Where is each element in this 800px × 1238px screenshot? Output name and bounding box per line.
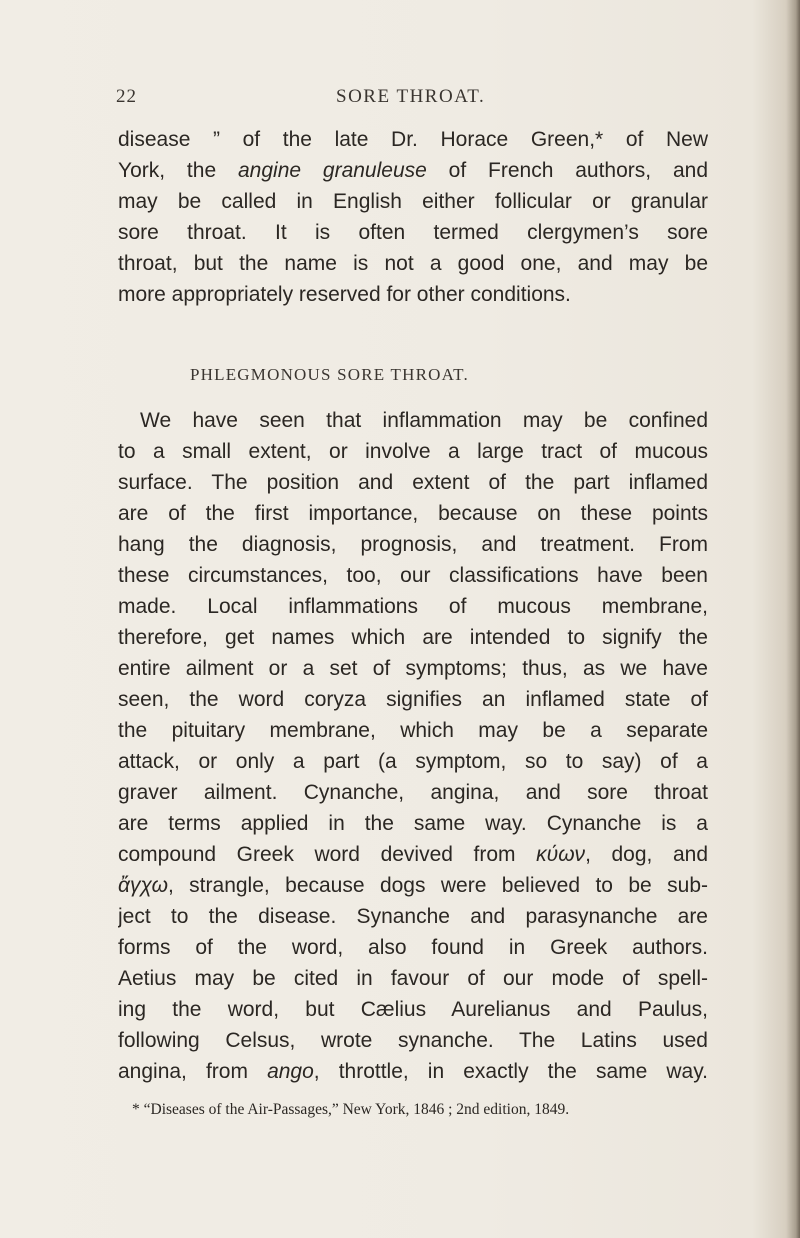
text-line: made. Local inflammations of mucous membrane, (118, 595, 708, 618)
text-line: these circumstances, too, our classifications have been (118, 564, 708, 587)
text-line: to a small extent, or involve a large tract of mucous (118, 440, 708, 463)
text-line: following Celsus, wrote synanche. The Latins used (118, 1029, 708, 1052)
text-fragment: York, the (118, 159, 238, 182)
text-fragment: compound Greek word devived from (118, 843, 537, 866)
paragraph-2 (118, 405, 708, 1087)
text-line: are terms applied in the same way. Cynanche is a (118, 812, 708, 835)
italic-term: angine granuleuse (237, 159, 427, 182)
page-edge-shadow (786, 0, 800, 1238)
text-line: hang the diagnosis, prognosis, and treatment. From (118, 533, 708, 556)
text-line (118, 155, 708, 186)
text-line: seen, the word coryza signifies an inflamed state of (118, 688, 708, 711)
text-line: graver ailment. Cynanche, angina, and sore throat (118, 781, 708, 804)
section-heading: PHLEGMONOUS SORE THROAT. (190, 365, 469, 384)
text-line: sore throat. It is often termed clergymen’s sore (118, 221, 708, 244)
greek-word: κύων (536, 843, 586, 866)
text-line: ing the word, but Cælius Aurelianus and Paulus, (118, 998, 708, 1021)
greek-word: ἄγχω (118, 874, 168, 897)
text-fragment: of French authors, and (426, 159, 708, 182)
paragraph-1 (118, 124, 708, 310)
text-fragment: angina, from (118, 1060, 268, 1083)
text-line: Aetius may be cited in favour of our mode of spell- (118, 967, 708, 990)
text-fragment: , dog, and (585, 843, 708, 866)
text-line: forms of the word, also found in Greek authors. (118, 936, 708, 959)
text-line: more appropriately reserved for other conditions. (118, 283, 571, 306)
running-title: SORE THROAT. (336, 86, 486, 107)
text-line: are of the first importance, because on these points (118, 502, 708, 525)
text-line: ject to the disease. Synanche and parasynanche are (118, 905, 708, 928)
text-line: the pituitary membrane, which may be a separate (118, 719, 708, 742)
text-fragment: , throttle, in exactly the same way. (313, 1060, 708, 1083)
text-line (118, 870, 708, 901)
text-line: may be called in English either follicular or granular (118, 190, 708, 213)
footnote: * “Diseases of the Air-Passages,” New York, 1846 ; 2nd edition, 1849. (132, 1101, 570, 1118)
text-line: We have seen that inflammation may be confined (140, 409, 708, 432)
page-number: 22 (116, 86, 137, 107)
text-line: disease ” of the late Dr. Horace Green,* of New (118, 128, 708, 151)
text-line: throat, but the name is not a good one, and may be (118, 252, 708, 275)
text-line: attack, or only a part (a symptom, so to say) of a (118, 750, 708, 773)
text-line (118, 839, 708, 870)
text-line (118, 1056, 708, 1087)
text-fragment: , strangle, because dogs were believed to be sub- (167, 874, 708, 897)
text-line: therefore, get names which are intended to signify the (118, 626, 708, 649)
text-line: surface. The position and extent of the part inflamed (118, 471, 708, 494)
text-line: entire ailment or a set of symptoms; thus, as we have (118, 657, 708, 680)
italic-term: ango (267, 1060, 314, 1083)
page-header (116, 86, 716, 116)
